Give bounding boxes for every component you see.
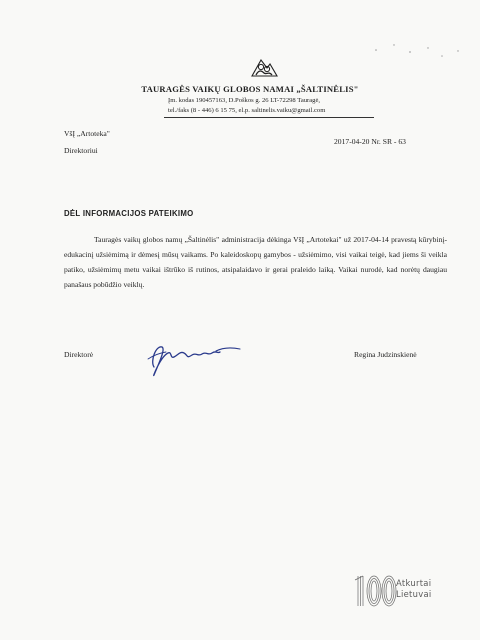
institution-emblem-icon xyxy=(247,54,281,80)
letter-body: Tauragės vaikų globos namų „Šaltinėlis" administracija dėkinga VšĮ „Artotekai" už 2017-04-14 pravestą kūrybinį-edukacinį užsiėmimą ir dėmesį mūsų vaikams. Po kaleidoskopų gamybos - užsiėmimo, visi vaikai teigė, kad jiems ši veikla patiko, užsiėmimų metu vaikai ištrūko iš rutinos, atsipalaidavo ir gerai praleido laiką. Vaikai nurodė, kad norėtų daugiau panašaus pobūdžio veiklų. xyxy=(64,235,447,289)
scan-specks xyxy=(370,30,470,70)
organization-name: TAURAGĖS VAIKŲ GLOBOS NAMAI „ŠALTINĖLIS" xyxy=(141,84,359,94)
header-divider xyxy=(164,117,374,118)
badge-line-1: Atkurtai xyxy=(396,578,432,588)
recipient-title: Direktoriui xyxy=(64,146,98,155)
signatory-title: Direktorė xyxy=(64,350,94,359)
recipient-organization: VšĮ „Artoteka" xyxy=(64,129,110,138)
handwritten-signature xyxy=(140,337,250,379)
header-contact-line-1: Įm. kodas 190457163, D.Poškos g. 26 LT-72298 Tauragė, xyxy=(168,97,321,104)
badge-line-2: Lietuvai xyxy=(396,589,432,599)
date-and-reference-number: 2017-04-20 Nr. SR - 63 xyxy=(334,137,406,146)
signatory-name: Regina Judzinskienė xyxy=(354,350,417,359)
header-contact-line-2: tel./faks (8 - 446) 6 15 75, el.p. saltinelis.vaiku@gmail.com xyxy=(168,107,326,114)
letter-subject: DĖL INFORMACIJOS PATEIKIMO xyxy=(64,209,194,218)
